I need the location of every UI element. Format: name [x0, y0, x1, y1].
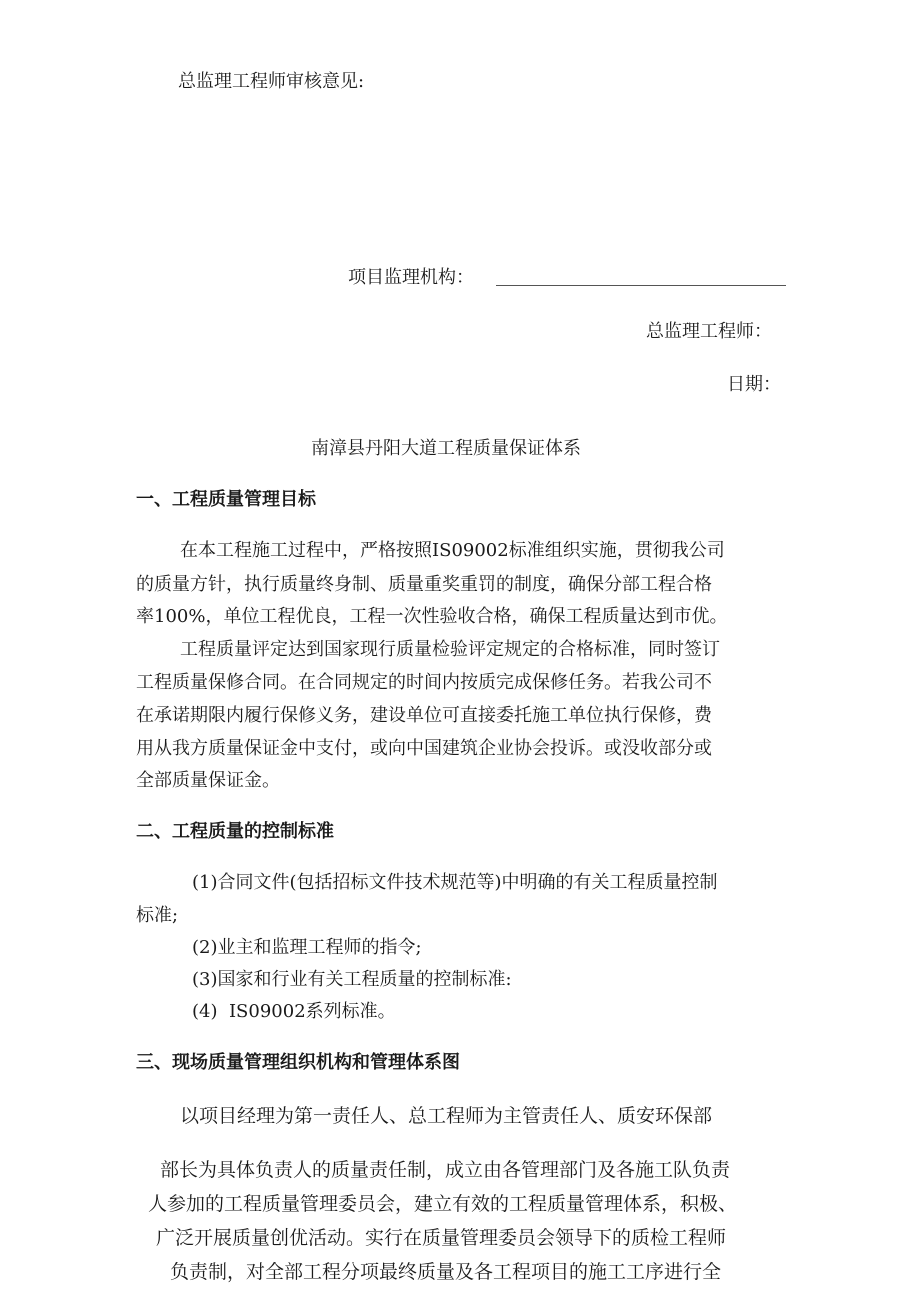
text-line: 在本工程施工过程中，严格按照IS09002标准组织实施，贯彻我公司	[180, 540, 725, 561]
text-line: 工程质量保修合同。在合同规定的时间内按质完成保修任务。若我公司不	[136, 672, 712, 693]
list-item: (1)合同文件(包括招标文件技术规范等)中明确的有关工程质量控制	[192, 872, 718, 893]
text-line: 的质量方针，执行质量终身制、质量重奖重罚的制度，确保分部工程合格	[136, 574, 712, 595]
text-line: 用从我方质量保证金中支付，或向中国建筑企业协会投诉。或没收部分或	[136, 738, 712, 759]
text-line: 率100%，单位工程优良，工程一次性验收合格，确保工程质量达到市优。	[136, 606, 728, 627]
document-title: 南漳县丹阳大道工程质量保证体系	[311, 438, 581, 459]
text-line: 在承诺期限内履行保修义务，建设单位可直接委托施工单位执行保修，费	[136, 705, 712, 726]
date-label: 日期：	[727, 374, 781, 395]
section3-intro: 以项目经理为第一责任人、总工程师为主管责任人、质安环保部	[180, 1105, 713, 1127]
supervision-org-label: 项目监理机构：	[348, 267, 474, 288]
list-item: (2)业主和监理工程师的指令;	[192, 937, 422, 958]
text-line: 广泛开展质量创优活动。实行在质量管理委员会领导下的质检工程师	[156, 1227, 727, 1249]
text-line: 工程质量评定达到国家现行质量检验评定规定的合格标准，同时签订	[180, 639, 720, 660]
section3-heading: 三、现场质量管理组织机构和管理体系图	[136, 1052, 460, 1073]
list-item: (4) IS09002系列标准。	[192, 1001, 396, 1022]
text-line: 全部质量保证金。	[136, 770, 280, 791]
list-item: (3)国家和行业有关工程质量的控制标准:	[192, 969, 512, 990]
text-line: 负责制，对全部工程分项最终质量及各工程项目的施工工序进行全	[170, 1261, 722, 1283]
chief-engineer-label: 总监理工程师：	[646, 321, 772, 342]
review-opinion-label: 总监理工程师审核意见:	[178, 71, 365, 92]
signature-underline	[496, 285, 786, 286]
text-line: 部长为具体负责人的质量责任制，成立由各管理部门及各施工队负责	[160, 1159, 731, 1181]
text-line: 人参加的工程质量管理委员会，建立有效的工程质量管理体系，积极、	[148, 1193, 738, 1215]
list-item: 标准;	[136, 905, 179, 926]
section2-heading: 二、工程质量的控制标准	[136, 821, 334, 842]
section1-heading: 一、工程质量管理目标	[136, 489, 316, 510]
